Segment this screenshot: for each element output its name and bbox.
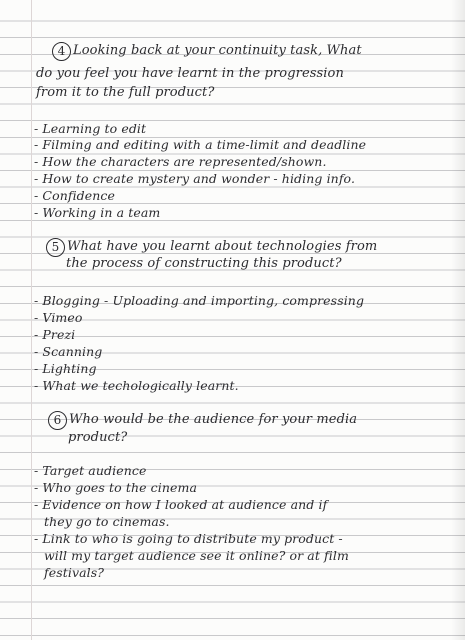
question-5-line-1 [46,238,377,257]
question-6-text: Who would be the audience for your media [69,412,358,427]
answer-5-5: - Lighting [34,361,97,378]
question-4-number: 4 [52,42,71,61]
answer-4-5: - Confidence [34,188,115,205]
question-5-line-2: the process of constructing this product? [66,256,342,271]
margin-rule [31,0,32,640]
answer-4-3: - How the characters are represented/shown. [34,154,327,171]
question-4-line-3: from it to the full product? [36,85,215,100]
question-4-text: Looking back at your continuity task, What [73,43,362,58]
answer-6-4-continued: will my target audience see it online? or at film [44,548,349,563]
question-5-number: 5 [46,238,65,257]
answer-4-6: - Working in a team [34,205,160,222]
answer-5-6: - What we techologically learnt. [34,378,239,395]
answer-5-4: - Scanning [34,344,102,361]
question-5-text: What have you learnt about technologies from [67,239,378,254]
page-edge-shadow [451,0,465,640]
answer-4-1: - Learning to edit [34,121,146,138]
answer-5-1: - Blogging - Uploading and importing, compressing [34,293,364,310]
question-6-number: 6 [48,411,67,430]
answer-4-4: - How to create mystery and wonder - hiding info. [34,171,355,188]
answer-6-2: - Who goes to the cinema [34,480,197,497]
answer-6-4-continued-2: festivals? [44,565,105,580]
question-6-line-2: product? [68,430,128,445]
question-4-line-2: do you feel you have learnt in the progression [36,66,344,81]
answer-4-2: - Filming and editing with a time-limit and deadline [34,137,366,154]
question-4-line-1 [52,42,362,61]
answer-6-3: - Evidence on how I looked at audience and if [34,497,327,514]
answer-6-3-continued: they go to cinemas. [44,514,170,529]
answer-6-1: - Target audience [34,463,146,480]
answer-6-4: - Link to who is going to distribute my product - [34,531,343,548]
answer-5-3: - Prezi [34,327,75,344]
question-6-line-1 [48,411,357,430]
answer-5-2: - Vimeo [34,310,83,327]
